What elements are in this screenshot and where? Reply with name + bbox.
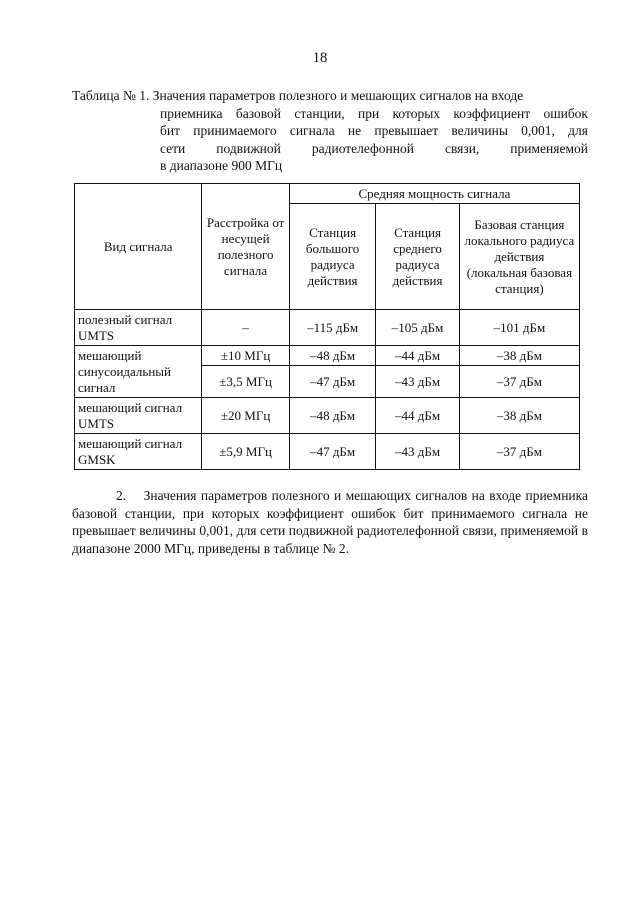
cell-medium: –43 дБм <box>376 366 459 398</box>
cell-local: –37 дБм <box>459 434 579 470</box>
cell-signal-type: мешающий синусоидальный сигнал <box>75 346 202 398</box>
header-avg-power: Средняя мощность сигнала <box>289 184 579 204</box>
header-offset: Расстройка от несущей полезного сигнала <box>202 184 290 310</box>
paragraph-number: 2. <box>116 488 140 503</box>
cell-offset: ±3,5 МГц <box>202 366 290 398</box>
cell-large: –48 дБм <box>289 346 375 366</box>
paragraph-2 <box>72 487 588 557</box>
cell-medium: –43 дБм <box>376 434 459 470</box>
cell-local: –37 дБм <box>459 366 579 398</box>
caption-line: Таблица № 1. Значения параметров полезного и мешающих сигналов на входе <box>72 88 524 103</box>
signal-parameters-table <box>74 183 580 470</box>
cell-large: –47 дБм <box>289 434 375 470</box>
cell-large: –48 дБм <box>289 398 375 434</box>
cell-offset: ±10 МГц <box>202 346 290 366</box>
header-local-station: Базовая станция локального радиуса действия (локальная базовая станция) <box>459 204 579 310</box>
table-row <box>75 398 580 434</box>
table-row <box>75 346 580 366</box>
caption-line: приемника базовой станции, при которых коэффициент ошибок <box>160 105 588 121</box>
cell-offset: – <box>202 310 290 346</box>
caption-line: сети подвижной радиотелефонной связи, применяемой <box>160 140 588 156</box>
header-signal-type: Вид сигнала <box>75 184 202 310</box>
cell-medium: –44 дБм <box>376 346 459 366</box>
cell-offset: ±5,9 МГц <box>202 434 290 470</box>
cell-large: –115 дБм <box>289 310 375 346</box>
table-row <box>75 310 580 346</box>
cell-signal-type: мешающий сигнал UMTS <box>75 398 202 434</box>
cell-local: –38 дБм <box>459 398 579 434</box>
cell-signal-type: полезный сигнал UMTS <box>75 310 202 346</box>
caption-line: бит принимаемого сигнала не превышает величины 0,001, для <box>160 123 588 138</box>
header-large-station: Станция большого радиуса действия <box>289 204 375 310</box>
cell-medium: –105 дБм <box>376 310 459 346</box>
paragraph-text: Значения параметров полезного и мешающих сигналов на входе приемника базовой станции, при которых коэффициент ошибок бит принимаемого сигнала не превышает величины 0,001, для сети подвижной радиотелефонной связи, применяемой в диапазоне 2000 МГц, приведены в таблице № 2. <box>72 488 589 556</box>
caption-line: в диапазоне 900 МГц <box>160 158 283 173</box>
table-caption <box>72 87 588 175</box>
cell-offset: ±20 МГц <box>202 398 290 434</box>
cell-medium: –44 дБм <box>376 398 459 434</box>
table-row <box>75 434 580 470</box>
header-medium-station: Станция среднего радиуса действия <box>376 204 459 310</box>
cell-large: –47 дБм <box>289 366 375 398</box>
page-number: 18 <box>312 50 328 66</box>
cell-local: –38 дБм <box>459 346 579 366</box>
cell-signal-type: мешающий сигнал GMSK <box>75 434 202 470</box>
cell-local: –101 дБм <box>459 310 579 346</box>
